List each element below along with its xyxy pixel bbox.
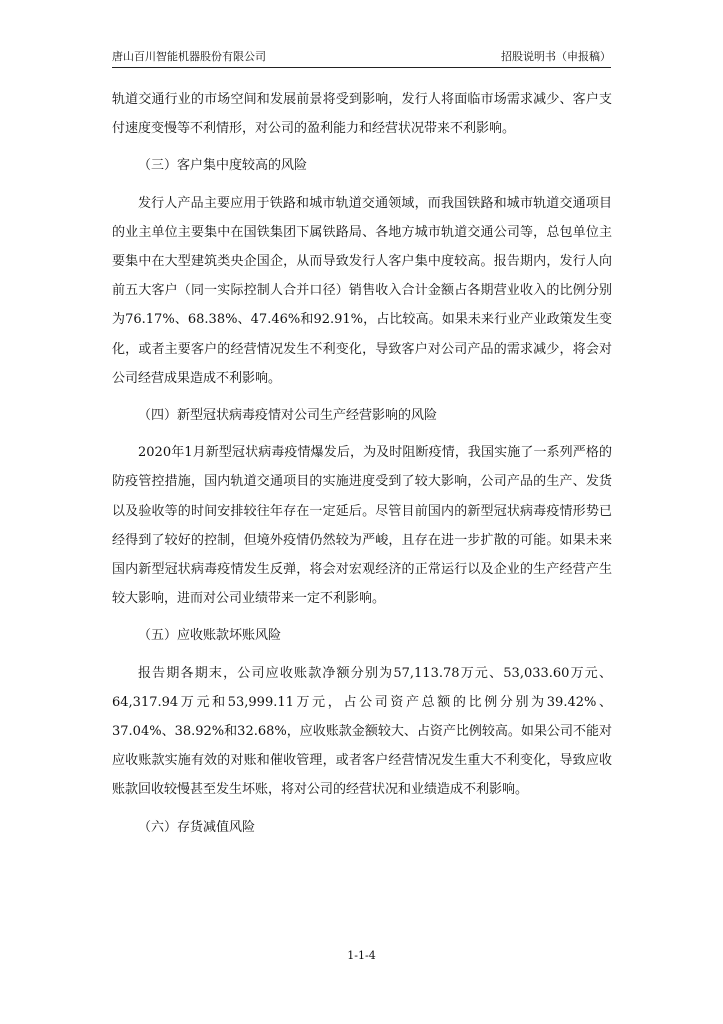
section-heading-customer-concentration: （三）客户集中度较高的风险: [138, 158, 308, 174]
body-paragraph: 发行人产品主要应用于铁路和城市轨道交通领域，而我国铁路和城市轨道交通项目的业主单位主要集中在国铁集团下属铁路局、各地方城市轨道交通公司等，总包单位主要集中在大型建筑类央企国企，从而导致发行人客户集中度较高。报告期内，发行人向前五大客户（同一实际控制人合并口径）销售收入合计金额占各期营业收入的比例分别为76.17%、68.38%、47.46%和92.91%，占比较高。如果未来行业产业政策发生变化，或者主要客户的经营情况发生不利变化，导致客户对公司产品的需求减少，将会对公司经营成果造成不利影响。: [112, 195, 612, 386]
body-paragraph: 2020年1月新型冠状病毒疫情爆发后，为及时阻断疫情，我国实施了一系列严格的防疫管控措施，国内轨道交通项目的实施进度受到了较大影响，公司产品的生产、发货以及验收等的时间安排较往年存在一定延后。尽管目前国内的新型冠状病毒疫情形势已经得到了较好的控制，但境外疫情仍然较为严峻，且存在进一步扩散的可能。如果未来国内新型冠状病毒疫情发生反弹，将会对宏观经济的正常运行以及企业的生产经营产生较大影响，进而对公司业绩带来一定不利影响。: [112, 445, 612, 607]
page-number: 1-1-4: [347, 949, 376, 962]
section-heading-inventory-risk: （六）存货减值风险: [138, 819, 256, 835]
page-body: [112, 85, 612, 842]
body-paragraph: 轨道交通行业的市场空间和发展前景将受到影响，发行人将面临市场需求减少、客户支付速度变慢等不利情形，对公司的盈利能力和经营状况带来不利影响。: [112, 92, 612, 137]
page-header: [112, 47, 611, 68]
section-heading-receivables-risk: （五）应收账款坏账风险: [138, 628, 282, 644]
body-paragraph: 报告期各期末，公司应收账款净额分别为57,113.78万元、53,033.60万元、64,317.94万元和53,999.11万元，占公司资产总额的比例分别为39.42%、37.04%、38.92%和32.68%，应收账款金额较大、占资产比例较高。如果公司不能对应收账款实施有效的对账和催收管理，或者客户经营情况发生重大不利变化，导致应收账款回收较慢甚至发生坏账，将对公司的经营状况和业绩造成不利影响。: [112, 665, 612, 798]
header-document-type: 招股说明书（申报稿）: [501, 50, 611, 63]
section-heading-covid-risk: （四）新型冠状病毒疫情对公司生产经营影响的风险: [138, 408, 438, 424]
header-company-name: 唐山百川智能机器股份有限公司: [112, 50, 266, 63]
